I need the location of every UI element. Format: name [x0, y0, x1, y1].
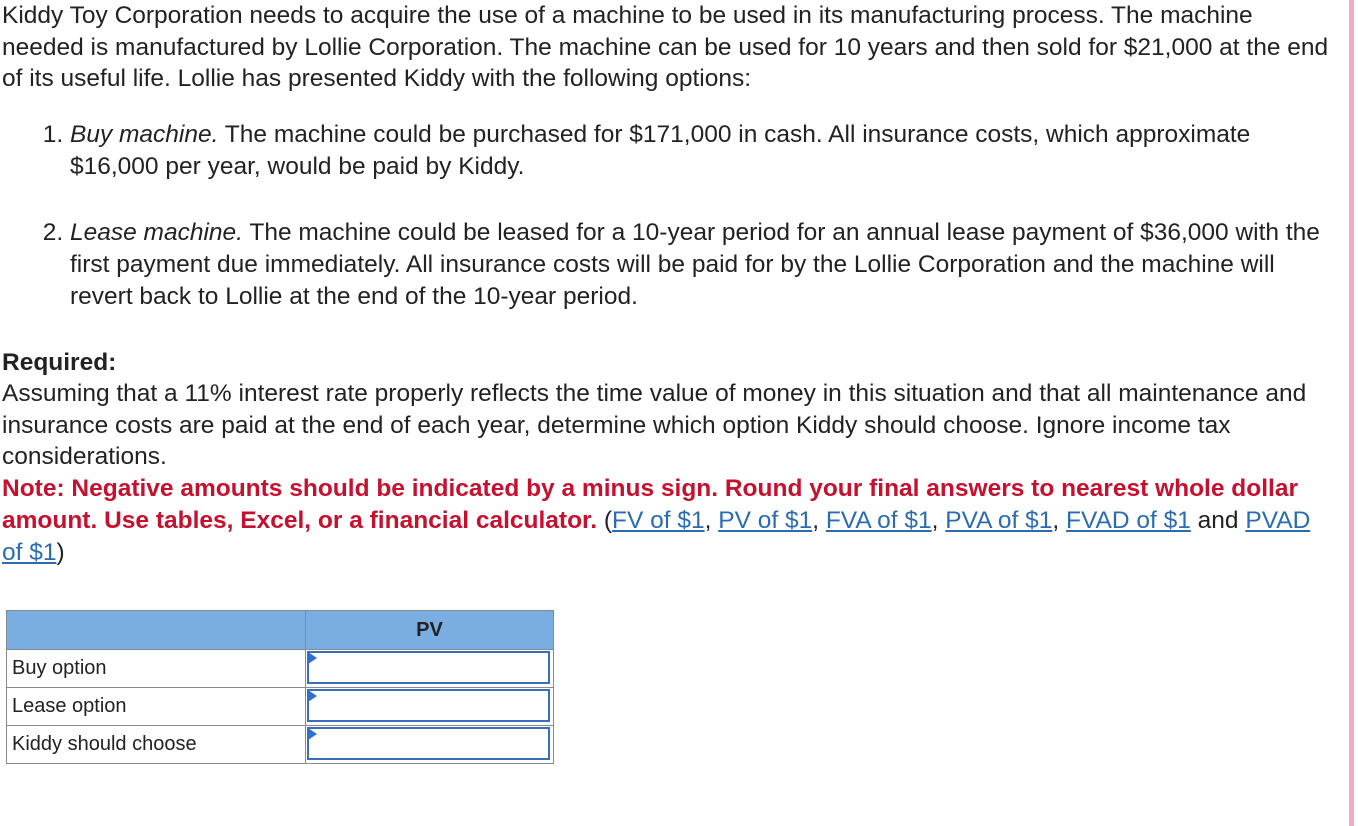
- note-bold: Note: Negative amounts should be indicated by a minus sign. Round your final answers to nearest whole dollar amount. Use tables, Excel, or a financial calculator.: [2, 474, 1298, 534]
- option-name: Buy machine.: [70, 120, 219, 148]
- link-pv-of-1[interactable]: PV of $1: [718, 506, 813, 534]
- kiddy-choice-input[interactable]: [307, 727, 550, 760]
- link-separator: ,: [931, 506, 946, 534]
- link-pvad-of-1[interactable]: PVAD of $1: [2, 506, 1311, 566]
- pv-cell-lease: [306, 688, 554, 726]
- input-marker-icon: [308, 652, 317, 664]
- answer-table: [6, 610, 554, 764]
- note-paren-open: (: [597, 506, 612, 534]
- header-pv-cell: PV: [306, 611, 554, 650]
- link-and: and: [1190, 506, 1246, 534]
- header-label-cell: [7, 611, 306, 650]
- row-label-buy: Buy option: [7, 650, 306, 688]
- option-item-buy: [70, 119, 1337, 183]
- required-text: Assuming that a 11% interest rate properly reflects the time value of money in this situation and that all maintenance and insurance costs are paid at the end of each year, determine which option Kiddy should choose. Ignore income tax considerations.: [2, 380, 1307, 470]
- required-heading: Required:: [2, 348, 117, 376]
- option-text: The machine could be leased for a 10-year period for an annual lease payment of $36,000 with the first payment due immediately. All insurance costs will be paid for by the Lollie Corporation and the machine will revert back to Lollie at the end of the 10-year period.: [70, 218, 1320, 310]
- link-fvad-of-1[interactable]: FVAD of $1: [1066, 506, 1191, 534]
- row-label-lease: Lease option: [7, 688, 306, 726]
- option-item-lease: [70, 217, 1337, 313]
- options-list: [2, 119, 1337, 313]
- option-text: The machine could be purchased for $171,000 in cash. All insurance costs, which approximate $16,000 per year, would be paid by Kiddy.: [70, 120, 1251, 180]
- lease-option-pv-input[interactable]: [307, 689, 550, 722]
- pv-cell-buy: [306, 650, 554, 688]
- option-name: Lease machine.: [70, 218, 243, 246]
- link-separator: ,: [704, 506, 719, 534]
- table-row: [7, 688, 554, 726]
- choice-cell: [306, 726, 554, 764]
- question-content: [2, 0, 1337, 569]
- link-separator: ,: [1052, 506, 1067, 534]
- link-fv-of-1[interactable]: FV of $1: [612, 506, 705, 534]
- note: [2, 473, 1337, 569]
- input-marker-icon: [308, 690, 317, 702]
- link-fva-of-1[interactable]: FVA of $1: [825, 506, 932, 534]
- page-edge-bar: [1349, 0, 1354, 826]
- input-marker-icon: [308, 728, 317, 740]
- table-row: [7, 726, 554, 764]
- table-header-row: [7, 611, 554, 650]
- table-row: [7, 650, 554, 688]
- row-label-choice: Kiddy should choose: [7, 726, 306, 764]
- note-paren-close: ): [56, 538, 65, 566]
- link-separator: ,: [812, 506, 826, 534]
- buy-option-pv-input[interactable]: [307, 651, 550, 684]
- link-pva-of-1[interactable]: PVA of $1: [945, 506, 1053, 534]
- problem-intro: Kiddy Toy Corporation needs to acquire the use of a machine to be used in its manufacturing process. The machine needed is manufactured by Lollie Corporation. The machine can be used for 10 years and then sold for $21,000 at the end of its useful life. Lollie has presented Kiddy with the following options:: [2, 2, 1329, 92]
